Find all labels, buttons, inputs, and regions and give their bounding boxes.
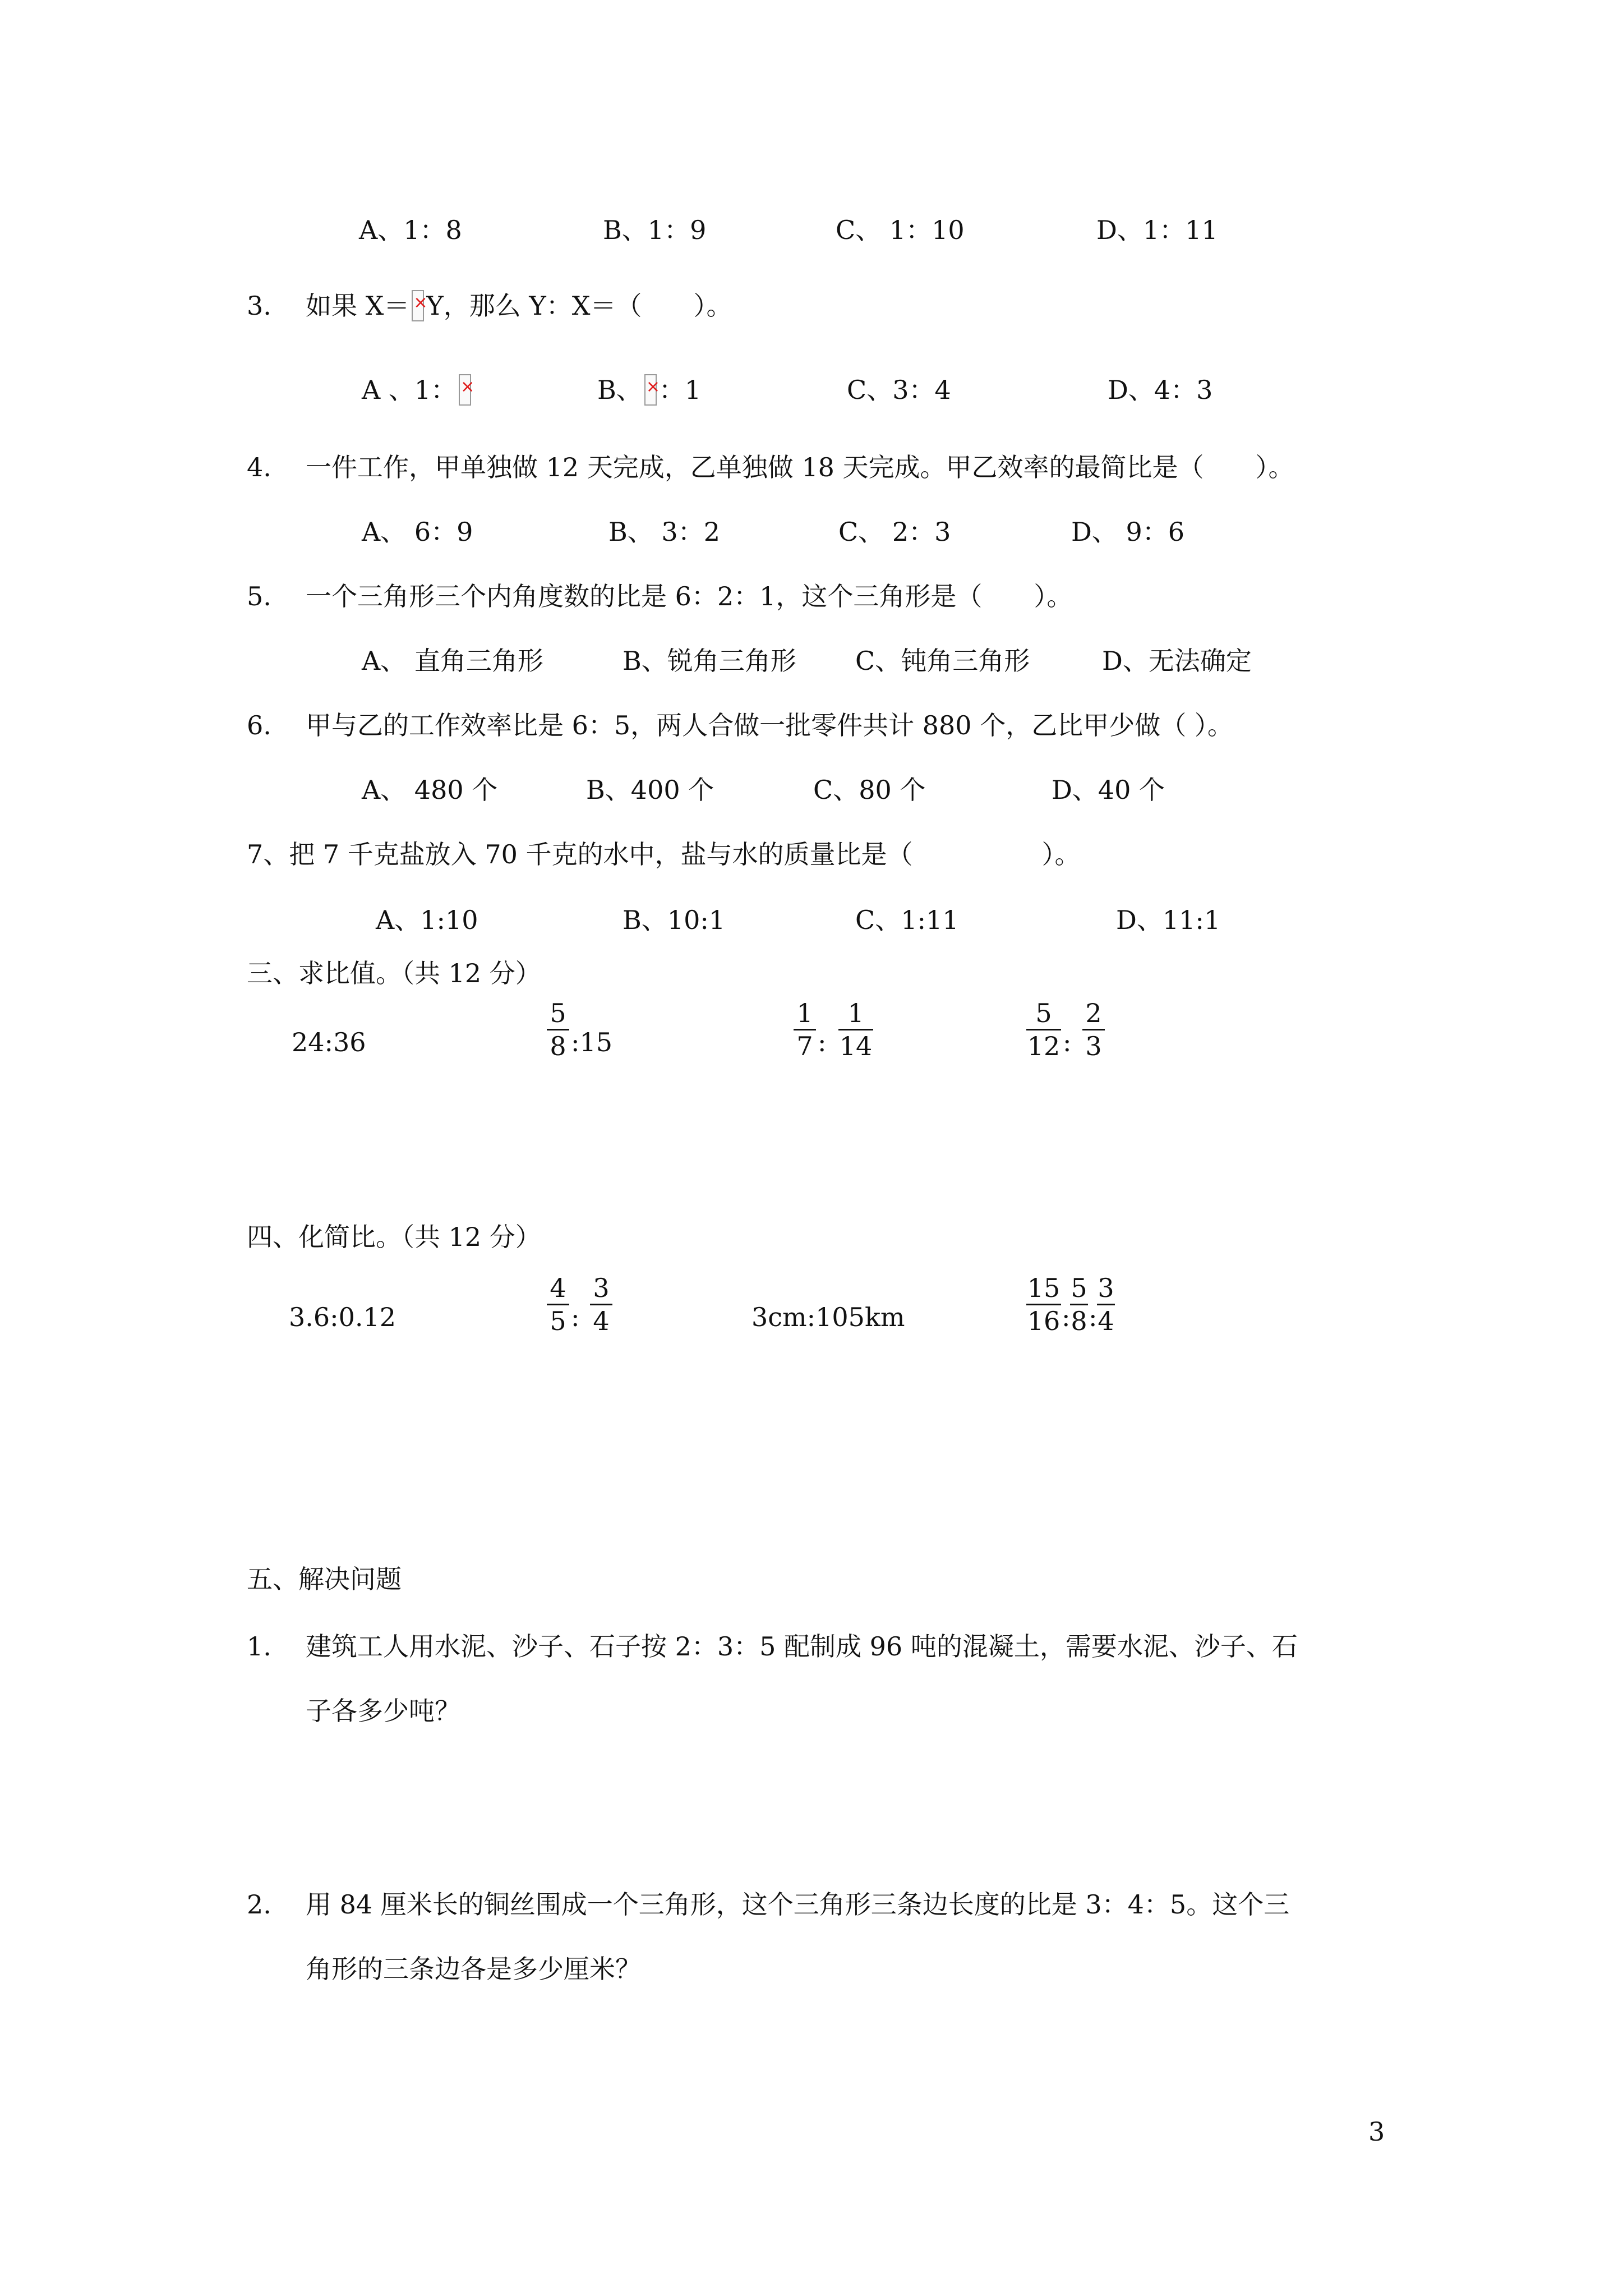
denominator: 12 [1027,1031,1061,1061]
q6-option-d: D、40 个 [1052,775,1165,805]
section4-expr-4-separator-2: : [1089,1302,1098,1332]
fraction-bar [1097,1304,1115,1305]
denominator: 8 [1071,1306,1087,1336]
q2-option-c: C、 1：10 [836,215,965,245]
fraction-bar [547,1029,569,1030]
fraction-bar [1026,1029,1061,1030]
q5-option-a: A、 直角三角形 [362,646,543,676]
section4-expr-1: 3.6:0.12 [289,1302,396,1332]
problem-1-line-2: 子各多少吨？ [306,1696,460,1726]
q6-option-a: A、 480 个 [362,775,498,805]
q4-question: 一件工作，甲单独做 12 天完成，乙单独做 18 天完成。甲乙效率的最简比是（ ）。 [306,452,1294,482]
q3-option-a [362,373,473,407]
section3-expr-4-fraction-1 [1026,999,1061,1061]
numerator: 1 [847,998,864,1028]
numerator: 5 [1071,1273,1087,1303]
section5-title: 五、解决问题 [247,1564,402,1594]
q2-option-b: B、1：9 [603,215,707,245]
numerator: 3 [593,1273,610,1303]
section4-expr-3: 3cm:105km [751,1302,905,1332]
numerator: 2 [1085,998,1102,1028]
numerator: 15 [1027,1273,1061,1303]
numerator: 5 [1035,998,1052,1028]
fraction-bar [547,1304,569,1305]
q5-option-d: D、无法确定 [1102,646,1252,676]
fraction-bar [1070,1304,1088,1305]
q7-option-d: D、11:1 [1116,905,1221,935]
q3-text-a: 如果 X＝ [306,291,410,321]
q6-option-b: B、400 个 [586,775,714,805]
fraction-bar [794,1029,816,1030]
denominator: 3 [1085,1031,1102,1061]
section4-expr-2-fraction-2 [590,1273,612,1336]
q3-option-c: C、3：4 [847,375,951,405]
section4-expr-4-fraction-3 [1097,1273,1115,1336]
numerator: 1 [796,998,813,1028]
denominator: 14 [839,1031,873,1061]
section4-title: 四、化简比。（共 12 分） [247,1222,541,1252]
section4-expr-4-fraction-2 [1070,1273,1088,1336]
q3-option-b-tail: ：1 [658,375,702,405]
numerator: 3 [1098,1273,1114,1303]
q4-option-c: C、 2：3 [838,517,951,547]
q3-option-b-text: B、 [597,375,642,405]
section3-expr-4-fraction-2 [1082,999,1105,1061]
fraction-bar [590,1304,612,1305]
broken-image-icon [459,374,471,406]
section3-expr-1: 24:36 [292,1027,366,1057]
q3-question [306,289,732,323]
section4-expr-2-separator: : [571,1302,580,1332]
q6-option-c: C、80 个 [813,775,926,805]
section3-title: 三、求比值。（共 12 分） [247,958,541,988]
q3-option-d: D、4：3 [1108,375,1213,405]
problem-2-line-1: 用 84 厘米长的铜丝围成一个三角形，这个三角形三条边长度的比是 3：4：5。这个三 [306,1889,1290,1920]
q3-text-b: Y，那么 Y：X＝（ ）。 [426,291,732,321]
problem-2-line-2: 角形的三条边各是多少厘米？ [306,1954,641,1984]
q7-option-a: A、1:10 [376,905,478,935]
problem-1-line-1: 建筑工人用水泥、沙子、石子按 2：3：5 配制成 96 吨的混凝土，需要水泥、沙子、石 [306,1631,1298,1662]
denominator: 8 [550,1031,566,1061]
section3-expr-4-separator: : [1063,1027,1072,1057]
q3-option-b [597,373,701,407]
q7-question: 7、把 7 千克盐放入 70 千克的水中，盐与水的质量比是（ ）。 [247,839,1081,869]
denominator: 16 [1027,1306,1061,1336]
broken-image-icon [412,290,424,321]
denominator: 5 [550,1306,566,1336]
section3-expr-3-fraction-1 [794,999,816,1061]
q6-number: 6. [247,710,271,740]
denominator: 7 [796,1031,813,1061]
denominator: 4 [1098,1306,1114,1336]
fraction-bar [1026,1304,1061,1305]
q4-number: 4. [247,452,271,482]
denominator: 4 [593,1306,610,1336]
q5-option-b: B、锐角三角形 [623,646,796,676]
page-number: 3 [1368,2116,1385,2147]
fraction-bar [1082,1029,1105,1030]
section4-expr-4-fraction-1 [1026,1273,1061,1336]
section3-expr-3-separator: : [818,1027,827,1057]
q4-option-a: A、 6：9 [362,517,473,547]
section3-expr-2-tail: :15 [571,1027,613,1057]
q4-option-b: B、 3：2 [608,517,720,547]
fraction-bar [838,1029,873,1030]
problem-1-number: 1. [247,1631,271,1662]
q3-number: 3. [247,291,271,321]
broken-image-icon [644,374,657,406]
q5-question: 一个三角形三个内角度数的比是 6：2：1，这个三角形是（ ）。 [306,581,1073,611]
problem-2-number: 2. [247,1889,271,1920]
q7-option-b: B、10:1 [623,905,726,935]
numerator: 4 [550,1273,566,1303]
q5-option-c: C、钝角三角形 [855,646,1030,676]
section3-expr-3-fraction-2 [838,999,873,1061]
q7-option-c: C、1:11 [855,905,959,935]
q6-question: 甲与乙的工作效率比是 6：5，两人合做一批零件共计 880 个，乙比甲少做（ ）。 [306,710,1233,740]
q3-option-a-text: A 、1： [362,375,457,405]
section3-expr-2-fraction [547,999,569,1061]
q2-option-a: A、1：8 [359,215,462,245]
q5-number: 5. [247,581,271,611]
q2-option-d: D、1：11 [1096,215,1218,245]
section4-expr-2-fraction-1 [547,1273,569,1336]
numerator: 5 [550,998,566,1028]
section4-expr-4-separator-1: : [1062,1302,1071,1332]
q4-option-d: D、 9：6 [1071,517,1185,547]
